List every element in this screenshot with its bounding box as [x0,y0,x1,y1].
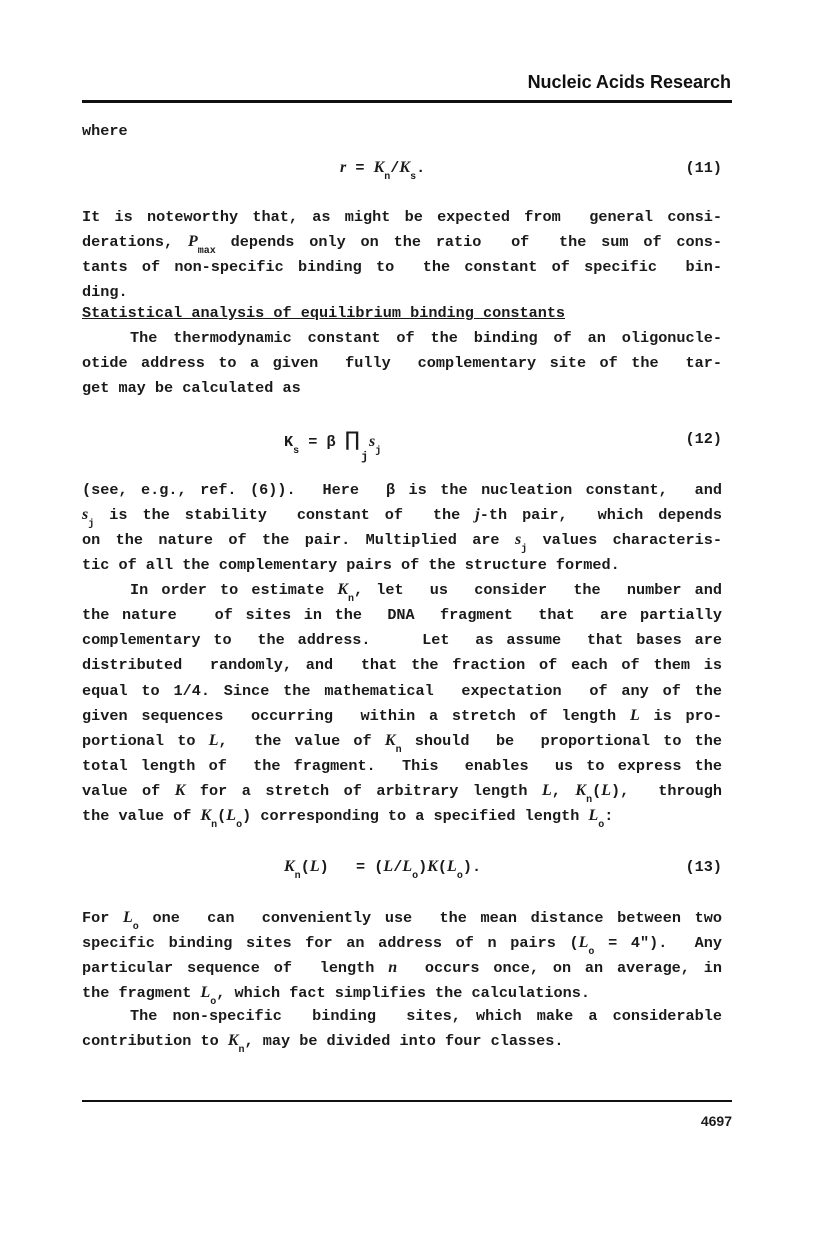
p4-line4: distributed randomly, and that the fraction of each of them is [82,656,722,674]
p3-line4: tic of all the complementary pairs of the structure formed. [82,556,620,574]
p3-line3: on the nature of the pair. Multiplied are $s_j$ values characteris- [82,531,723,555]
section-heading: Statistical analysis of equilibrium binding constants [82,304,566,322]
equation-number-13: (13) [685,858,722,876]
p2-line3: get may be calculated as [82,379,301,397]
p5-line4: the fragment $L_o$, which fact simplifies the calculations. [82,984,590,1008]
equation-11: $r = K_n/K_s$. [340,159,426,183]
p5-line3: particular sequence of length n occurs once, on an average, in [82,959,722,977]
p4-line2: the nature of sites in the DNA fragment that are partially [82,606,722,624]
header-rule [82,100,732,103]
equation-12: $K_s = \beta$ ∏ $s_j$ [284,427,382,457]
equation-number-12: (12) [685,430,722,448]
p1-line1: It is noteworthy that, as might be expected from general consi- [82,208,722,226]
p5-line1: For $L_o$ one can conveniently use the mean distance between two [82,909,722,933]
p4-line3: complementary to the address. Let as assume that bases are [82,631,722,649]
page-number: 4697 [700,1113,732,1129]
p1-line4: ding. [82,283,128,301]
p4-line8: total length of the fragment. This enables us to express the [82,757,722,775]
p4-line10: the value of $K_n(L_o)$ corresponding to a specified length $L_o$: [82,807,614,831]
equation-number-11: (11) [685,159,722,177]
equation-13: $K_n(L) = (L/L_o)K(L_o)$. [284,858,482,882]
p1-line2: derations, $P_{max}$ depends only on the ratio of the sum of cons- [82,233,722,257]
p4-line5: equal to 1/4. Since the mathematical expectation of any of the [82,682,722,700]
p5-line2: specific binding sites for an address of n pairs ($L_o$ = 4"). Any [82,934,722,958]
footer-rule [82,1100,732,1102]
p2-line2: otide address to a given fully complementary site of the tar- [82,354,722,372]
equation-12-index: j [361,450,369,464]
text-where: where [82,122,128,140]
p3-line1: (see, e.g., ref. (6)). Here β is the nucleation constant, and [82,481,723,499]
p6-line2: contribution to $K_n$, may be divided into four classes. [82,1032,564,1056]
p3-line2: $s_j$ is the stability constant of the j-th pair, which depends [82,506,722,530]
p6-line1: The non-specific binding sites, which make a considerable [130,1007,722,1025]
p2-line1: The thermodynamic constant of the binding of an oligonucle- [130,329,722,347]
journal-title: Nucleic Acids Research [527,72,731,92]
p1-line3: tants of non-specific binding to the constant of specific bin- [82,258,722,276]
p4-line9: value of K for a stretch of arbitrary length L, $K_n(L)$, through [82,782,723,806]
p4-line6: given sequences occurring within a stretch of length L is pro- [82,707,722,725]
p4-line7: portional to L, the value of $K_n$ should be proportional to the [82,732,723,756]
p4-line1: In order to estimate $K_n$, let us consider the number and [130,581,722,605]
